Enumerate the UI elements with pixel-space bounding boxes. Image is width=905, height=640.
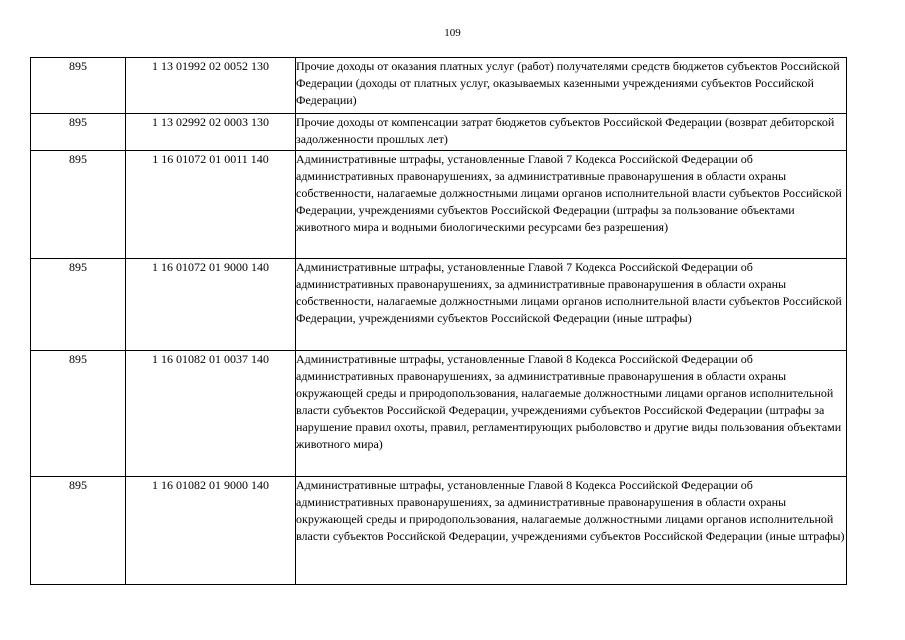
description-cell: Прочие доходы от оказания платных услуг (работ) получателями средств бюджетов субъектов Российской Федерации (доходы от платных услуг, оказываемых казенными учреждениями субъектов Российской Федерации) xyxy=(296,58,847,114)
description-cell: Административные штрафы, установленные Главой 7 Кодекса Российской Федерации об административных правонарушениях, за административные правонарушения в области охраны собственности, налагаемые должностными лицами органов исполнительной власти субъектов Российской Федерации, учреждениями субъектов Российской Федерации (штрафы за пользование объектами животного мира и водными биологическими ресурсами без разрешения) xyxy=(296,151,847,259)
revenue-code-cell: 1 16 01082 01 9000 140 xyxy=(126,477,296,585)
table-row xyxy=(31,351,847,477)
description-cell: Прочие доходы от компенсации затрат бюджетов субъектов Российской Федерации (возврат дебиторской задолженности прошлых лет) xyxy=(296,114,847,151)
revenue-codes-table xyxy=(30,57,847,585)
admin-code-cell: 895 xyxy=(31,351,126,477)
admin-code-cell: 895 xyxy=(31,151,126,259)
table-row xyxy=(31,259,847,351)
page-number: 109 xyxy=(444,27,461,39)
description-cell: Административные штрафы, установленные Главой 7 Кодекса Российской Федерации об административных правонарушениях, за административные правонарушения в области охраны собственности, налагаемые должностными лицами органов исполнительной власти субъектов Российской Федерации, учреждениями субъектов Российской Федерации (иные штрафы) xyxy=(296,259,847,351)
table-row xyxy=(31,477,847,585)
description-cell: Административные штрафы, установленные Главой 8 Кодекса Российской Федерации об административных правонарушениях, за административные правонарушения в области охраны окружающей среды и природопользования, налагаемые должностными лицами органов исполнительной власти субъектов Российской Федерации, учреждениями субъектов Российской Федерации (штрафы за нарушение правил охоты, правил, регламентирующих рыболовство и другие виды пользования объектами животного мира) xyxy=(296,351,847,477)
admin-code-cell: 895 xyxy=(31,114,126,151)
admin-code-cell: 895 xyxy=(31,477,126,585)
admin-code-cell: 895 xyxy=(31,259,126,351)
admin-code-cell: 895 xyxy=(31,58,126,114)
revenue-code-cell: 1 13 01992 02 0052 130 xyxy=(126,58,296,114)
revenue-code-cell: 1 13 02992 02 0003 130 xyxy=(126,114,296,151)
table-row xyxy=(31,114,847,151)
description-cell: Административные штрафы, установленные Главой 8 Кодекса Российской Федерации об административных правонарушениях, за административные правонарушения в области охраны окружающей среды и природопользования, налагаемые должностными лицами органов исполнительной власти субъектов Российской Федерации, учреждениями субъектов Российской Федерации (иные штрафы) xyxy=(296,477,847,585)
table-row xyxy=(31,58,847,114)
revenue-code-cell: 1 16 01082 01 0037 140 xyxy=(126,351,296,477)
revenue-code-cell: 1 16 01072 01 0011 140 xyxy=(126,151,296,259)
revenue-code-cell: 1 16 01072 01 9000 140 xyxy=(126,259,296,351)
table-row xyxy=(31,151,847,259)
